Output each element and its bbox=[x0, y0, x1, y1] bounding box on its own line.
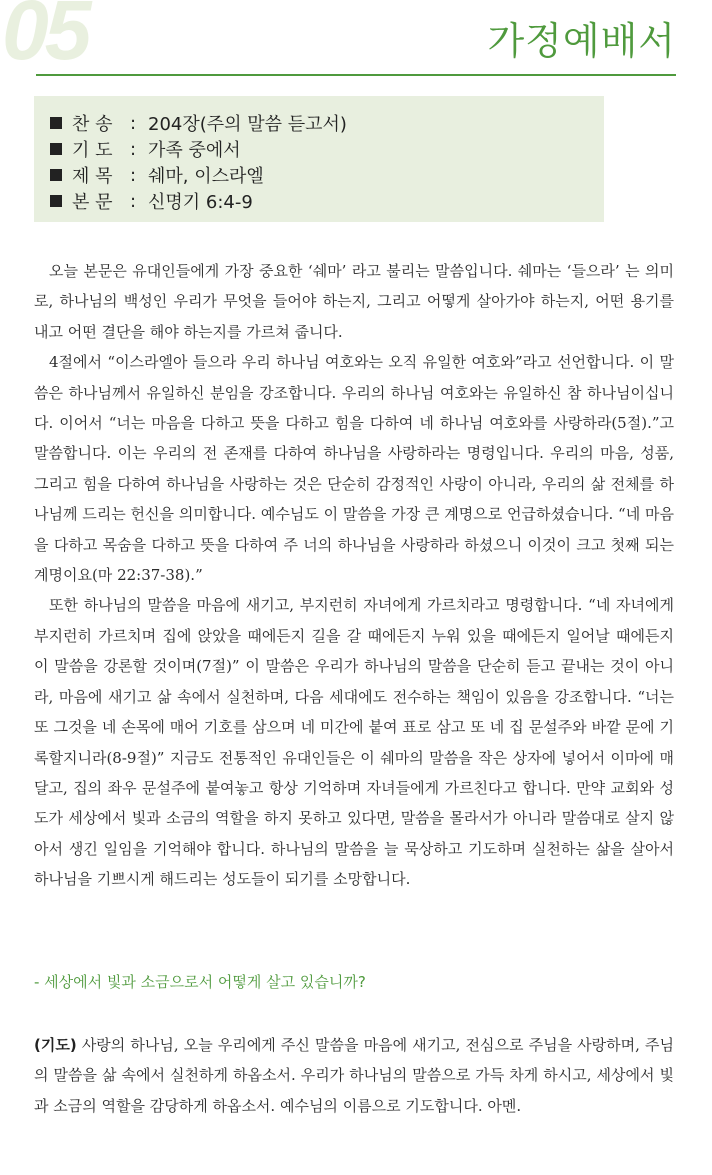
info-label: 찬 송 bbox=[72, 114, 113, 135]
info-colon: : bbox=[130, 190, 137, 212]
info-value: 쉐마, 이스라엘 bbox=[148, 166, 264, 187]
square-bullet-icon bbox=[50, 169, 62, 181]
info-label: 제 목 bbox=[72, 166, 113, 187]
info-value: 신명기 6:4-9 bbox=[148, 192, 253, 213]
info-value: 204장(주의 말씀 듣고서) bbox=[148, 114, 347, 135]
section-number: 05 bbox=[2, 0, 88, 77]
info-value: 가족 중에서 bbox=[148, 140, 241, 161]
reflection-question: - 세상에서 빛과 소금으로서 어떻게 살고 있습니까? bbox=[34, 973, 366, 991]
body-paragraph: 4절에서 “이스라엘아 들으라 우리 하나님 여호와는 오직 유일한 여호와”라고 선언합니다. 이 말씀은 하나님께서 유일하신 분임을 강조합니다. 우리의 하나님 여호와는 유일하신 참 하나님이십니다. 이어서 “너는 마음을 다하고 뜻을 다하고 힘을 다하여 네 하나님 여호와를 사랑하라(5절).”고 말씀합니다. 이는 우리의 전 존재를 다하여 하나님을 사랑하라는 명령입니다. 우리의 마음, 성품, 그리고 힘을 다하여 하나님을 사랑하는 것은 단순히 감정적인 사랑이 아니라, 우리의 삶 전체를 하나님께 드리는 헌신을 의미합니다. 예수님도 이 말씀을 가장 큰 계명으로 언급하셨습니다. “네 마음을 다하고 목숨을 다하고 뜻을 다하여 주 너의 하나님을 사랑하라 하셨으니 이것이 크고 첫째 되는 계명이요(마 22:37-38).” bbox=[34, 353, 674, 585]
square-bullet-icon bbox=[50, 117, 62, 129]
info-colon: : bbox=[130, 164, 137, 186]
page-title: 가정예배서 bbox=[487, 19, 676, 63]
info-colon: : bbox=[130, 112, 137, 134]
square-bullet-icon bbox=[50, 195, 62, 207]
info-label: 기 도 bbox=[72, 140, 113, 161]
info-row-title bbox=[50, 162, 604, 188]
prayer-text: 사랑의 하나님, 오늘 우리에게 주신 말씀을 마음에 새기고, 전심으로 주님을 사랑하며, 주님의 말씀을 삶 속에서 실천하게 하옵소서. 우리가 하나님의 말씀으로 가득 차게 하시고, 세상에서 빛과 소금의 역할을 감당하게 하옵소서. 예수님의 이름으로 기도합니다. 아멘. bbox=[34, 1036, 674, 1115]
info-row-prayer bbox=[50, 136, 604, 162]
square-bullet-icon bbox=[50, 143, 62, 155]
info-row-scripture bbox=[50, 188, 604, 214]
prayer-label: (기도) bbox=[34, 1036, 77, 1054]
closing-prayer bbox=[34, 1030, 674, 1121]
info-colon: : bbox=[130, 138, 137, 160]
sermon-body bbox=[34, 256, 674, 895]
body-paragraph: 또한 하나님의 말씀을 마음에 새기고, 부지런히 자녀에게 가르치라고 명령합니다. “네 자녀에게 부지런히 가르치며 집에 앉았을 때에든지 길을 갈 때에든지 누워 있을 때에든지 일어날 때에든지 이 말씀을 강론할 것이며(7절)” 이 말씀은 우리가 하나님의 말씀을 단순히 듣고 끝내는 것이 아니라, 마음에 새기고 삶 속에서 실천하며, 다음 세대에도 전수하는 책임이 있음을 강조합니다. “너는 또 그것을 네 손목에 매어 기호를 삼으며 네 미간에 붙여 표로 삼고 또 네 집 문설주와 바깥 문에 기록할지니라(8-9절)” 지금도 전통적인 유대인들은 이 쉐마의 말씀을 작은 상자에 넣어서 이마에 매달고, 집의 좌우 문설주에 붙여놓고 항상 기억하며 자녀들에게 가르친다고 합니다. 만약 교회와 성도가 세상에서 빛과 소금의 역할을 하지 못하고 있다면, 말씀을 몰라서가 아니라 말씀대로 살지 않아서 생긴 일임을 기억해야 합니다. 하나님의 말씀을 늘 묵상하고 기도하며 실천하는 삶을 살아서 하나님을 기쁘시게 해드리는 성도들이 되기를 소망합니다. bbox=[34, 596, 674, 889]
header-divider bbox=[36, 74, 676, 76]
worship-info-box bbox=[34, 96, 604, 222]
body-paragraph: 오늘 본문은 유대인들에게 가장 중요한 ‘쉐마’ 라고 불리는 말씀입니다. 쉐마는 ‘들으라’ 는 의미로, 하나님의 백성인 우리가 무엇을 들어야 하는지, 그리고 어떻게 살아가야 하는지, 어떤 용기를 내고 어떤 결단을 해야 하는지를 가르쳐 줍니다. bbox=[34, 262, 674, 341]
info-row-hymn bbox=[50, 110, 604, 136]
page-header bbox=[0, 0, 712, 86]
info-label: 본 문 bbox=[72, 192, 113, 213]
